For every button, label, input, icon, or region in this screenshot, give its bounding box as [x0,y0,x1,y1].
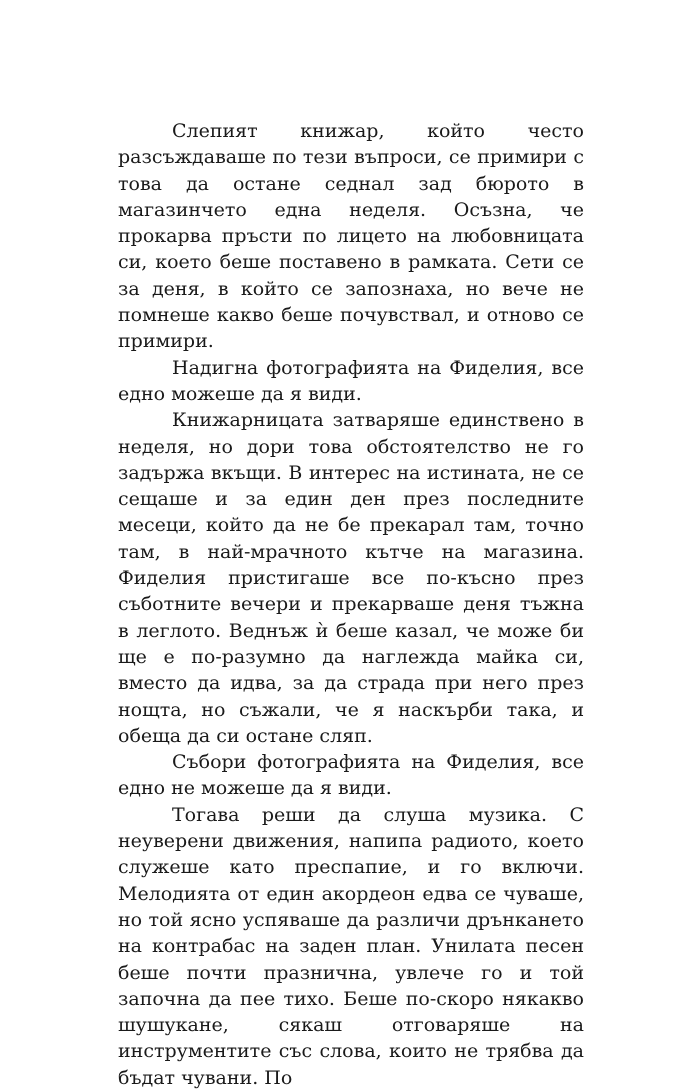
paragraph: Тогава реши да слуша музика. С неуверени движения, напипа радиото, което служеше като преспапие, и го включи. Мелодията от един акордеон едва се чуваше, но той ясно успяваше да различи дрънкането на контрабас на заден план. Унилата песен беше почти празнична, увлече го и той започна да пее тихо. Беше по-скоро някакво шушукане, сякаш отговаряше на инструментите със слова, които не трябва да бъдат чувани. По [118,803,584,1089]
paragraph: Книжарницата затваряше единствено в неделя, но дори това обстоятелство не го задържа вкъщи. В интерес на истината, не се сещаше и за един ден през последните месеци, който да не бе прекарал там, точно там, в най-мрачното кътче на магазина. Фиделия пристигаше все по-късно през съботните вечери и прекарваше деня тъжна в леглото. Веднъж ѝ беше казал, че може би ще е по-разумно да наглежда майка си, вместо да идва, за да страда при него през нощта, но съжали, че я наскърби така, и обеща да си остане сляп. [118,409,584,747]
paragraph: Слепият книжар, който често разсъждаваше по тези въпроси, се примири с това да остане седнал зад бюрото в магазинчето една неделя. Осъзна, че прокарва пръсти по лицето на любовницата си, което беше поставено в рамката. Сети се за деня, в който се запознаха, но вече не помнеше какво беше почувствал, и отново се примири. [118,120,584,353]
body-text [118,118,584,1091]
paragraph: Надигна фотографията на Фиделия, все едно можеше да я види. [118,356,584,405]
paragraph: Събори фотографията на Фиделия, все едно не можеше да я види. [118,751,584,800]
